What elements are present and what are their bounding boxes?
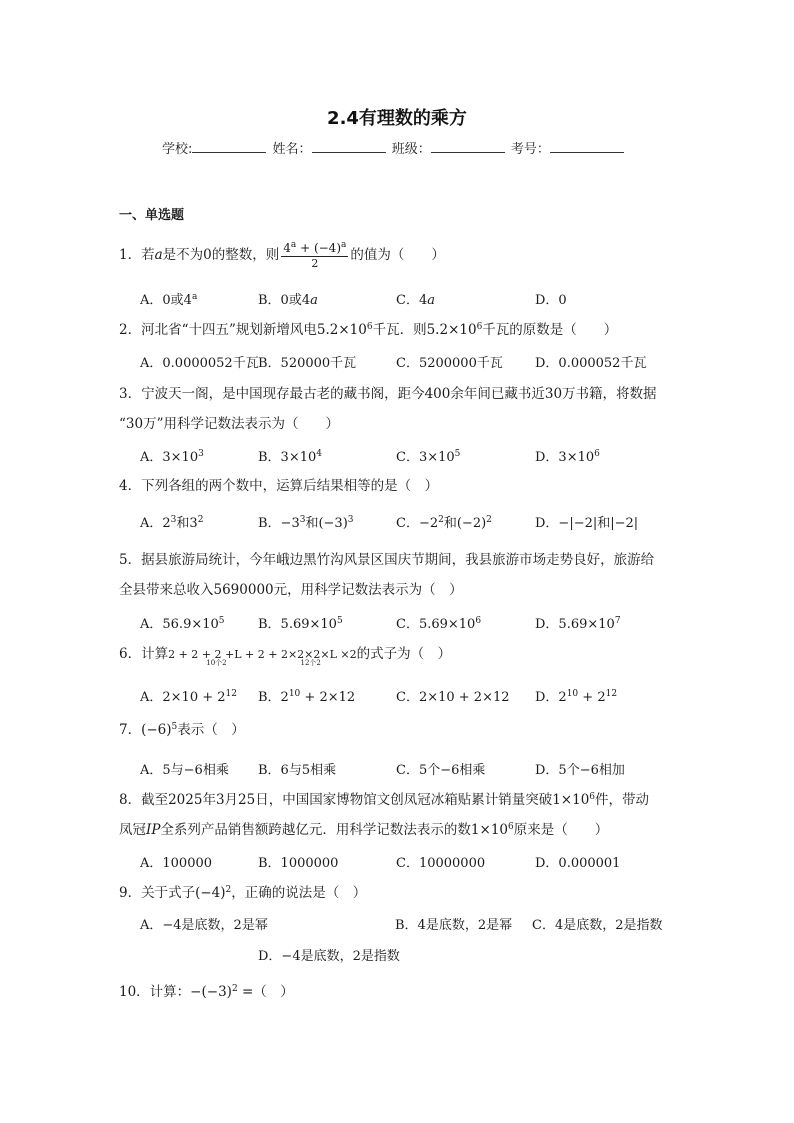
option-d[interactable]: D．$2^{10} + 2^{12}$	[535, 689, 618, 705]
option-b[interactable]: B．520000千瓦	[258, 356, 357, 371]
class-blank[interactable]	[431, 140, 505, 153]
question-8-line-2: 凤冠IP全系列产品销售额跨越亿元．用科学记数法表示的数$1\times 10^6$原来是（ ）	[119, 822, 609, 838]
question-6: 6．计算2 + 2 + 2 +L + 2 10个2 + 2×2×2×L ×2 12个2 的式子为（ ）	[119, 646, 452, 667]
option-b[interactable]: B．4是底数，2是幂	[395, 918, 513, 933]
option-a[interactable]: A．$2\times 10 + 2^{12}$	[140, 689, 237, 705]
option-c[interactable]: C．$5.69\times 10^6$	[396, 616, 482, 632]
option-b[interactable]: B．$5.69\times 10^5$	[258, 616, 343, 632]
page-title: 2.4有理数的乘方	[327, 108, 467, 129]
question-5-options	[140, 613, 700, 633]
option-b[interactable]: B．$3\times 10^4$	[258, 449, 322, 465]
option-d[interactable]: D．$3\times 10^6$	[535, 449, 600, 465]
name-blank[interactable]	[312, 140, 386, 153]
option-c[interactable]: C．4是底数，2是指数	[532, 918, 663, 933]
option-c[interactable]: C．2×10 + 2×12	[396, 690, 510, 705]
question-8-options	[140, 852, 700, 872]
question-5-line-2: 全县带来总收入5690000元，用科学记数法表示为（ ）	[119, 582, 463, 598]
class-label: 班级：	[391, 142, 431, 157]
question-6-options	[140, 686, 700, 706]
question-1: 1．若a是不为0的整数，则 $\frac{4^a + (-4)^a}{2}$ 的值为（ ）	[119, 240, 445, 270]
section-heading: 一、单选题	[119, 208, 185, 223]
question-10: 10．计算：$-(-3)^2$ =（ ）	[119, 984, 294, 1000]
question-3-line-1: 3．宁波天一阁，是中国现存最古老的藏书阁，距今400余年间已藏书近30万书籍，将数据	[119, 386, 657, 402]
question-5-line-1: 5．据县旅游局统计，今年峨边黑竹沟风景区国庆节期间，我县旅游市场走势良好，旅游给	[119, 552, 655, 568]
option-d[interactable]: D．$5.69\times 10^7$	[535, 616, 621, 632]
question-9-options-row-2	[140, 945, 700, 965]
school-label: 学校:	[162, 142, 193, 157]
question-7-options	[140, 759, 700, 779]
option-d[interactable]: D．0.000052千瓦	[535, 356, 647, 371]
option-c[interactable]: C．4a	[396, 293, 435, 308]
question-9: 9．关于式子$(-4)^2$，正确的说法是（ ）	[119, 885, 367, 901]
option-c[interactable]: C．5200000千瓦	[396, 356, 503, 371]
option-a[interactable]: A．0或4$^a$	[140, 292, 198, 308]
question-4: 4．下列各组的两个数中，运算后结果相等的是（ ）	[119, 478, 439, 494]
number-blank[interactable]	[550, 140, 624, 153]
question-8-line-1: 8．截至2025年3月25日，中国国家博物馆文创凤冠冰箱贴累计销量突破$1\times 10^6$件，带动	[119, 792, 650, 808]
option-d[interactable]: D．0	[535, 293, 567, 308]
question-3-line-2: “30万”用科学记数法表示为（ ）	[119, 416, 339, 432]
question-1-options	[140, 289, 700, 309]
option-a[interactable]: A．0.0000052千瓦	[140, 356, 259, 371]
option-a[interactable]: A．$2^3$和$3^2$	[140, 515, 204, 531]
option-a[interactable]: A．$56.9\times 10^5$	[140, 616, 225, 632]
option-d[interactable]: D．5个−6相加	[535, 763, 625, 778]
name-label: 姓名：	[272, 142, 312, 157]
option-a[interactable]: A．5与−6相乘	[140, 763, 229, 778]
option-c[interactable]: C．5个−6相乘	[396, 763, 486, 778]
question-4-options	[140, 512, 700, 532]
number-label: 考号：	[510, 142, 550, 157]
question-3-options	[140, 446, 700, 466]
student-info-line	[162, 138, 626, 157]
question-7: 7．$(-6)^5$表示（ ）	[119, 722, 245, 738]
option-b[interactable]: B．6与5相乘	[258, 763, 337, 778]
option-d[interactable]: D．0.000001	[535, 856, 621, 871]
option-b[interactable]: B．$2^{10} + 2\times 12$	[258, 689, 356, 705]
question-9-options-row-1	[140, 914, 700, 934]
option-a[interactable]: A．−4是底数，2是幂	[140, 918, 268, 933]
option-b[interactable]: B．0或4a	[258, 293, 318, 308]
question-2: 2．河北省“十四五”规划新增风电$5.2\times 10^6$千瓦．则$5.2\times 10^6$千瓦的原数是（ ）	[119, 322, 618, 338]
option-b[interactable]: B．1000000	[258, 856, 339, 871]
question-2-options	[140, 352, 700, 372]
fraction: $\frac{4^a + (-4)^a}{2}$	[283, 240, 347, 270]
option-c[interactable]: C．$-2^2$和$(-2)^2$	[396, 515, 492, 531]
option-a[interactable]: A．$3\times 10^3$	[140, 449, 204, 465]
option-b[interactable]: B．$-3^3$和$(-3)^3$	[258, 515, 354, 531]
option-d[interactable]: D．−|−2|和|−2|	[535, 516, 639, 531]
option-c[interactable]: C．10000000	[396, 856, 486, 871]
option-d[interactable]: D．−4是底数，2是指数	[258, 949, 400, 964]
option-a[interactable]: A．100000	[140, 856, 213, 871]
option-c[interactable]: C．$3\times 10^5$	[396, 449, 461, 465]
school-blank[interactable]	[192, 140, 266, 153]
